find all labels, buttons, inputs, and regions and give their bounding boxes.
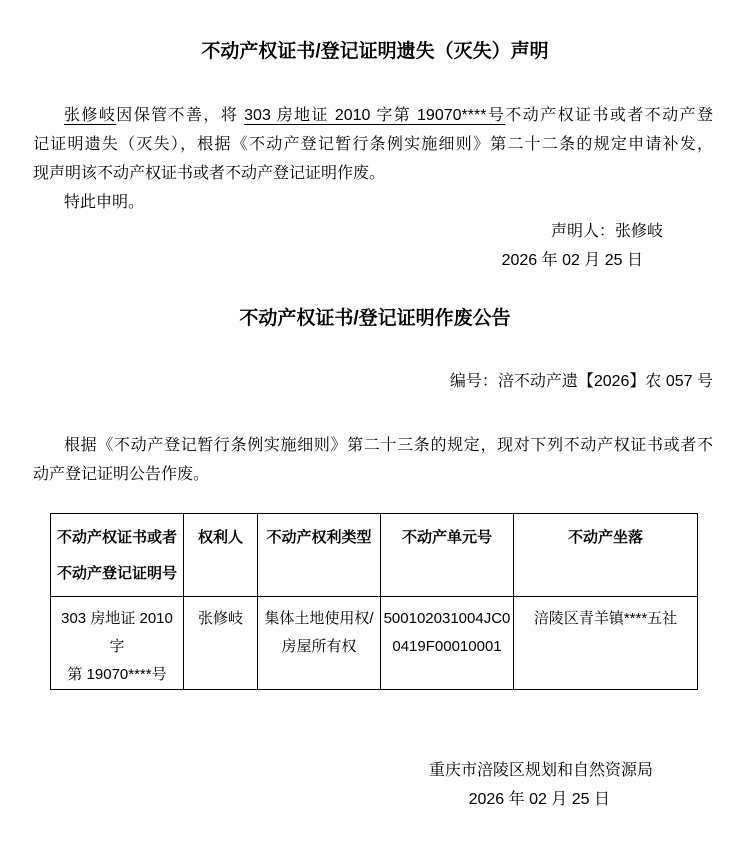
cell-right-holder: 张修岐 bbox=[184, 597, 258, 690]
statement-signer: 声明人：张修岐 bbox=[550, 223, 663, 240]
statement-closing: 特此申明。 bbox=[64, 194, 145, 211]
cell-unit-number: 500102031004JC0 0419F00010001 bbox=[381, 597, 514, 690]
statement-line-3: 现声明该不动产权证书或者不动产登记证明作废。 bbox=[33, 165, 386, 182]
notice-date: 2026 年 02 月 25 日 bbox=[468, 791, 610, 808]
table-header-row bbox=[51, 514, 698, 597]
certificate-number: 303 房地证 2010 字第 19070****号 bbox=[244, 107, 506, 124]
notice-doc-number: 编号：涪不动产遗【2026】农 057 号 bbox=[449, 373, 713, 390]
cell-certificate-number: 303 房地证 2010 字 第 19070****号 bbox=[51, 597, 184, 690]
col-header-location: 不动产坐落 bbox=[514, 514, 698, 597]
notice-paragraph bbox=[33, 431, 713, 489]
col-header-right-type: 不动产权利类型 bbox=[258, 514, 381, 597]
statement-paragraph bbox=[33, 101, 713, 217]
statement-line-2: 记证明遗失（灭失），根据《不动产登记暂行条例实施细则》第二十二条的规定申请补发， bbox=[33, 136, 713, 153]
statement-line-1-tail: 不动产权证书或者不动产登 bbox=[505, 107, 713, 124]
notice-line-2: 动产登记证明公告作废。 bbox=[33, 466, 210, 483]
statement-title: 不动产权证书/登记证明遗失（灭失）声明 bbox=[201, 41, 549, 62]
notice-line-1: 根据《不动产登记暂行条例实施细则》第二十三条的规定，现对下列不动产权证书或者不 bbox=[64, 437, 713, 454]
statement-date: 2026 年 02 月 25 日 bbox=[501, 252, 643, 269]
table-row bbox=[51, 597, 698, 690]
cell-location: 涪陵区青羊镇****五社 bbox=[514, 597, 698, 690]
certificates-table bbox=[50, 513, 698, 690]
col-header-certificate-number: 不动产权证书或者 不动产登记证明号 bbox=[51, 514, 184, 597]
cell-right-type: 集体土地使用权/ 房屋所有权 bbox=[258, 597, 381, 690]
statement-line-1 bbox=[33, 101, 713, 130]
col-header-right-holder: 权利人 bbox=[184, 514, 258, 597]
notice-title: 不动产权证书/登记证明作废公告 bbox=[239, 308, 511, 329]
owner-name: 张修岐 bbox=[64, 107, 117, 124]
issuing-authority: 重庆市涪陵区规划和自然资源局 bbox=[428, 762, 653, 779]
col-header-unit-number: 不动产单元号 bbox=[381, 514, 514, 597]
statement-line-1-mid: 因保管不善，将 bbox=[116, 107, 245, 124]
